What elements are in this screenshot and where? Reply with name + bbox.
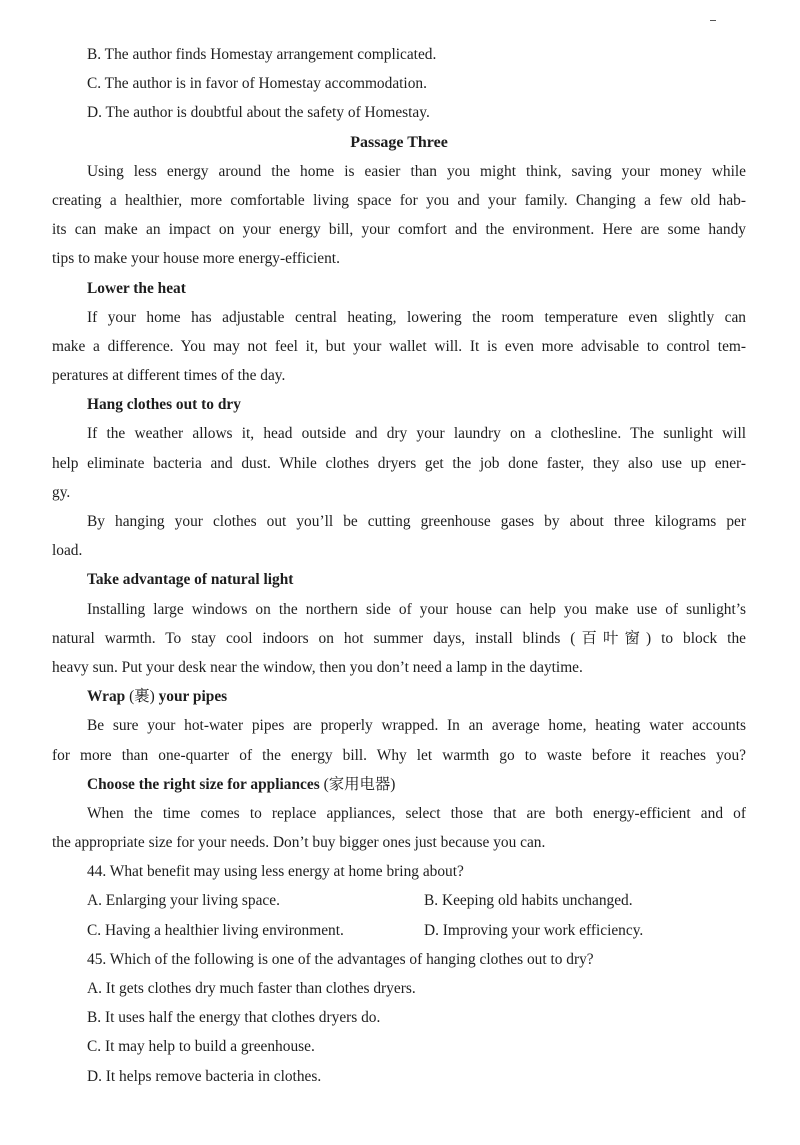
heading-wrap-tail: your pipes: [158, 688, 228, 706]
question-44-options-row: [52, 886, 746, 915]
q45-option-d: D. It helps remove bacteria in clothes.: [87, 1067, 322, 1085]
question-44-options-row: [52, 916, 746, 945]
heat-line: make a difference. You may not feel it, but your wallet will. It is even more advisable to control tem-: [52, 337, 746, 355]
prev-option-d: D. The author is doubtful about the safety of Homestay.: [87, 104, 430, 122]
heading-hang-clothes: Hang clothes out to dry: [87, 396, 241, 414]
heading-appliances: [52, 770, 746, 799]
heading-wrap-note: (裹): [129, 688, 155, 706]
heading-lower-heat: Lower the heat: [87, 279, 186, 297]
light-line: heavy sun. Put your desk near the window, then you don’t need a lamp in the daytime.: [52, 658, 583, 676]
heading-wrap-word: Wrap: [87, 688, 126, 706]
intro-line: Using less energy around the home is easier than you might think, saving your money while: [87, 162, 746, 180]
q44-option-d: D. Improving your work efficiency.: [424, 921, 644, 939]
prev-option-c: C. The author is in favor of Homestay accommodation.: [87, 75, 427, 93]
intro-line: creating a healthier, more comfortable living space for you and your family. Changing a few old hab-: [52, 191, 746, 209]
corner-mark: [710, 20, 716, 21]
exam-page: [52, 40, 746, 1091]
light-line: natural warmth. To stay cool indoors on hot summer days, install blinds (百叶窗) to block the: [52, 629, 746, 647]
q45-option-b: B. It uses half the energy that clothes dryers do.: [87, 1009, 381, 1027]
clothes-line: load.: [52, 542, 83, 560]
pipes-line: Be sure your hot-water pipes are properly wrapped. In an average home, heating water accounts: [87, 717, 746, 735]
appliances-line: the appropriate size for your needs. Don’t buy bigger ones just because you can.: [52, 834, 546, 852]
clothes-line: help eliminate bacteria and dust. While clothes dryers get the job done faster, they also use up ener-: [52, 454, 746, 472]
q44-option-c: C. Having a healthier living environment.: [87, 921, 344, 939]
light-line: Installing large windows on the northern side of your house can help you make use of sunlight’s: [87, 600, 746, 618]
heat-line: If your home has adjustable central heating, lowering the room temperature even slightly can: [87, 308, 746, 326]
pipes-line: for more than one-quarter of the energy bill. Why let warmth go to waste before it reaches you?: [52, 746, 746, 764]
q44-option-b: B. Keeping old habits unchanged.: [424, 892, 633, 910]
intro-line: its can make an impact on your energy bill, your comfort and the environment. Here are some handy: [52, 221, 746, 239]
heading-wrap-pipes: [52, 682, 746, 711]
question-45-stem: 45. Which of the following is one of the advantages of hanging clothes out to dry?: [87, 950, 594, 968]
q44-option-a: A. Enlarging your living space.: [87, 892, 280, 910]
clothes-line: gy.: [52, 483, 71, 501]
intro-line: tips to make your house more energy-efficient.: [52, 250, 340, 268]
q45-option-a: A. It gets clothes dry much faster than clothes dryers.: [87, 980, 416, 997]
passage-title: Passage Three: [350, 133, 448, 151]
heading-appliances-note: (家用电器): [323, 775, 396, 793]
appliances-line: When the time comes to replace appliances, select those that are both energy-efficient and of: [87, 804, 746, 822]
clothes-line: By hanging your clothes out you’ll be cutting greenhouse gases by about three kilograms per: [87, 513, 746, 530]
question-44-stem: 44. What benefit may using less energy at home bring about?: [87, 863, 464, 881]
heading-natural-light: Take advantage of natural light: [87, 571, 294, 589]
prev-option-b: B. The author finds Homestay arrangement complicated.: [87, 46, 437, 63]
clothes-line: If the weather allows it, head outside and dry your laundry on a clothesline. The sunlight will: [87, 425, 746, 443]
q45-option-c: C. It may help to build a greenhouse.: [87, 1038, 315, 1056]
heat-line: peratures at different times of the day.: [52, 367, 286, 385]
heading-appliances-text: Choose the right size for appliances: [87, 775, 320, 793]
